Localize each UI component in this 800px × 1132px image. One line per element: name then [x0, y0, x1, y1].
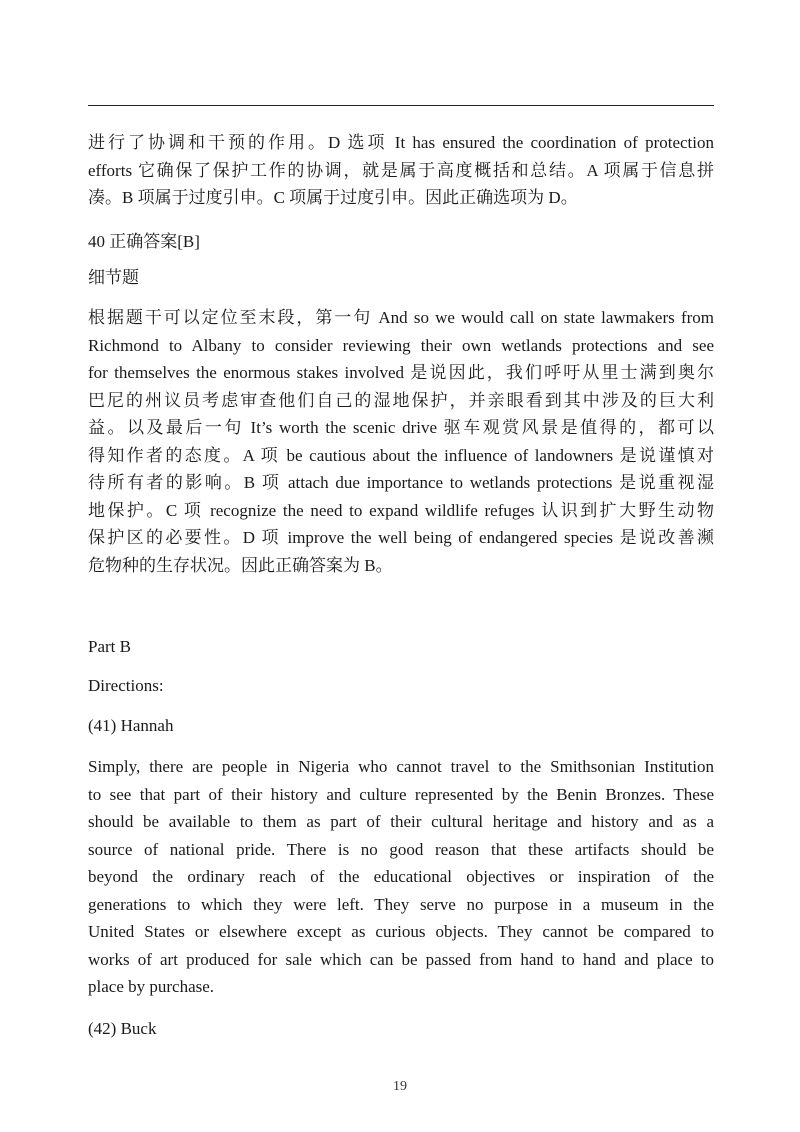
text-line: to see that part of their history and culture represented by the Benin Bronzes. These: [88, 784, 714, 804]
q40-type: 细节题: [88, 268, 139, 287]
text-line: 待所有者的影响。B 项 attach due importance to wetlands protections 是说重视湿: [88, 473, 714, 492]
text-line: Richmond to Albany to consider reviewing their own wetlands protections and see: [88, 335, 714, 355]
text-line: 巴尼的州议员考虑审查他们自己的湿地保护，并亲眼看到其中涉及的巨大利: [88, 390, 714, 410]
text-line: works of art produced for sale which can be passed from hand to hand and place to: [88, 949, 714, 969]
q40-explanation: [88, 304, 714, 579]
text-line: 危物种的生存状况。因此正确答案为 B。: [88, 555, 393, 575]
text-line: efforts 它确保了保护工作的协调，就是属于高度概括和总结。A 项属于信息拼: [88, 160, 714, 180]
text-line: 保护区的必要性。D 项 improve the well being of endangered species 是说改善濒: [88, 528, 714, 547]
text-line: Simply, there are people in Nigeria who cannot travel to the Smithsonian Institution: [88, 757, 714, 776]
text-line: should be available to them as part of their cultural heritage and history and as a: [88, 812, 714, 831]
text-line: 根据题干可以定位至末段，第一句 And so we would call on state lawmakers from: [88, 308, 714, 327]
text-line: 益。以及最后一句 It’s worth the scenic drive 驱车观赏风景是值得的，都可以: [88, 418, 714, 437]
q41-passage: [88, 753, 714, 1001]
text-line: 进行了协调和干预的作用。D 选项 It has ensured the coordination of protection: [88, 133, 714, 152]
text-line: 地保护。C 项 recognize the need to expand wildlife refuges 认识到扩大野生动物: [88, 500, 714, 520]
page-number: 19: [393, 1079, 407, 1094]
text-line: 凑。B 项属于过度引申。C 项属于过度引申。因此正确选项为 D。: [88, 188, 578, 207]
q41-label: (41) Hannah: [88, 716, 174, 735]
text-line: United States or elsewhere except as curious objects. They cannot be compared to: [88, 922, 714, 941]
text-line: source of national pride. There is no good reason that these artifacts should be: [88, 839, 714, 859]
text-line: generations to which they were left. They serve no purpose in a museum in the: [88, 894, 714, 914]
q42-label: (42) Buck: [88, 1019, 157, 1038]
directions-label: Directions:: [88, 676, 164, 695]
prev-answer-paragraph: [88, 129, 714, 212]
q40-heading: 40 正确答案[B]: [88, 232, 200, 251]
header-rule: [88, 105, 714, 106]
text-line: beyond the ordinary reach of the educational objectives or inspiration of the: [88, 867, 714, 886]
text-line: 得知作者的态度。A 项 be cautious about the influence of landowners 是说谨慎对: [88, 445, 714, 465]
text-line: for themselves the enormous stakes involved 是说因此，我们呼吁从里士满到奥尔: [88, 363, 714, 382]
part-b-title: Part B: [88, 637, 131, 656]
text-line: place by purchase.: [88, 977, 215, 996]
